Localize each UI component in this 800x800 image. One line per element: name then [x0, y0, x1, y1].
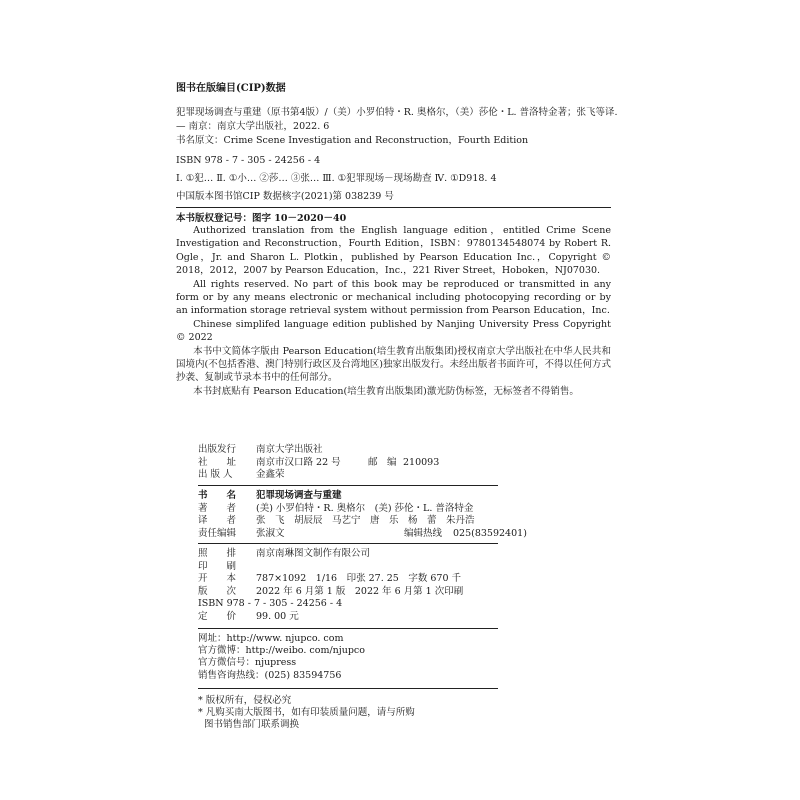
- cip-line-1: 犯罪现场调查与重建（原书第4版）/（美）小罗伯特・R. 奥格尔，（美）莎伦・L. 普洛特金著；张飞等译.: [176, 107, 618, 118]
- cip-title: 图书在版编目(CIP)数据: [176, 83, 286, 94]
- format-label: 开 本: [198, 573, 237, 585]
- typesetter: 南京南琳图文制作有限公司: [256, 548, 371, 559]
- typeset-label: 照 排: [198, 548, 237, 559]
- print-isbn: ISBN 978 - 7 - 305 - 24256 - 4: [198, 598, 343, 610]
- book-author: (美) 小罗伯特・R. 奥格尔 (美) 莎伦・L. 普洛特金: [256, 502, 474, 514]
- editor-hotline: 025(83592401): [453, 527, 527, 539]
- copyright-para-2: All rights reserved. No part of this book may be reproduced or transmitted in any form or by any means electronic or mechanical including photocopying recording or by an information storage retrieval system without permission from Pearson Education，Inc.: [176, 278, 611, 317]
- cip-line-2: — 南京：南京大学出版社，2022. 6: [176, 121, 330, 132]
- printing-label: 印 刷: [198, 560, 237, 572]
- website: 网址：http://www. njupco. com: [198, 633, 344, 644]
- address-label: 社 址: [198, 456, 237, 468]
- book-editor: 张淑文: [256, 527, 285, 539]
- publisher-address: 南京市汉口路 22 号: [256, 456, 341, 468]
- title-label: 书 名: [198, 490, 237, 501]
- copyright-registration: 本书版权登记号：图字 10－2020－40: [176, 213, 347, 224]
- divider: [198, 543, 498, 544]
- cip-classification: Ⅰ. ①犯… Ⅱ. ①小… ②莎… ③张… Ⅲ. ①犯罪现场－现场勘查 Ⅳ. ①D918. 4: [176, 173, 497, 184]
- zip-code: 210093: [403, 456, 440, 468]
- translator-label: 译 者: [198, 515, 237, 527]
- edition-label: 版 次: [198, 585, 237, 597]
- note-quality: * 凡购买南大版图书，如有印装质量问题，请与所购: [198, 707, 415, 719]
- note-exchange: 图书销售部门联系调换: [204, 719, 300, 731]
- cip-original-title: 书名原文：Crime Scene Investigation and Reconstruction，Fourth Edition: [176, 135, 529, 146]
- sales-hotline: 销售咨询热线：(025) 83594756: [198, 669, 342, 681]
- copyright-para-1: Authorized translation from the English language edition，entitled Crime Scene Investigation and Reconstruction，Fourth Edition，ISBN：9780134548074 by Robert R. Ogle，Jr. and Sharon L. Plotkin，published by Pearson Education Inc.，Copyright © 2018，2012，2007 by Pearson Education，Inc.，221 River Street，Hoboken，NJ07030.: [176, 225, 611, 277]
- price-label: 定 价: [198, 610, 237, 622]
- publisher-person-label: 出 版 人: [198, 469, 233, 481]
- weibo: 官方微博：http://weibo. com/njupco: [198, 645, 365, 657]
- hotline-label: 编辑热线: [404, 527, 443, 539]
- publish-label: 出版发行: [198, 444, 237, 455]
- book-translator: 张 飞 胡辰辰 马艺宁 唐 乐 杨 蕾 朱丹浩: [256, 515, 475, 527]
- divider: [176, 207, 611, 208]
- publisher-name: 南京大学出版社: [256, 444, 323, 455]
- divider: [198, 485, 498, 486]
- book-price: 99. 00 元: [256, 610, 299, 622]
- book-format: 787×1092 1/16 印张 27. 25 字数 670 千: [256, 573, 462, 585]
- editor-label: 责任编辑: [198, 527, 237, 539]
- divider: [198, 628, 498, 629]
- copyright-para-5: 本书封底贴有 Pearson Education(培生教育出版集团)激光防伪标签，无标签者不得销售。: [193, 385, 579, 397]
- cip-isbn: ISBN 978 - 7 - 305 - 24256 - 4: [176, 155, 321, 166]
- divider: [198, 688, 498, 689]
- zip-label: 邮 编: [368, 456, 397, 468]
- wechat: 官方微信号：njupress: [198, 657, 297, 669]
- copyright-para-3: Chinese simplifed language edition published by Nanjing University Press Copyright © 2022: [176, 318, 611, 344]
- publisher-person: 金鑫荣: [256, 469, 285, 481]
- copyright-notice: [176, 224, 611, 398]
- author-label: 著 者: [198, 502, 237, 514]
- copyright-para-4: 本书中文简体字版由 Pearson Education(培生教育出版集团)授权南京大学出版社在中华人民共和国境内(不包括香港、澳门特别行政区及台湾地区)独家出版发行。未经出版者书面许可，不得以任何方式抄袭、复制或节录本书中的任何部分。: [176, 345, 611, 384]
- book-title: 犯罪现场调查与重建: [256, 490, 342, 501]
- cip-number: 中国版本图书馆CIP 数据核字(2021)第 038239 号: [176, 191, 394, 202]
- book-edition: 2022 年 6 月第 1 版 2022 年 6 月第 1 次印刷: [256, 585, 464, 597]
- note-rights: * 版权所有，侵权必究: [198, 695, 292, 706]
- contact-info: [198, 633, 365, 682]
- notes: [198, 695, 415, 732]
